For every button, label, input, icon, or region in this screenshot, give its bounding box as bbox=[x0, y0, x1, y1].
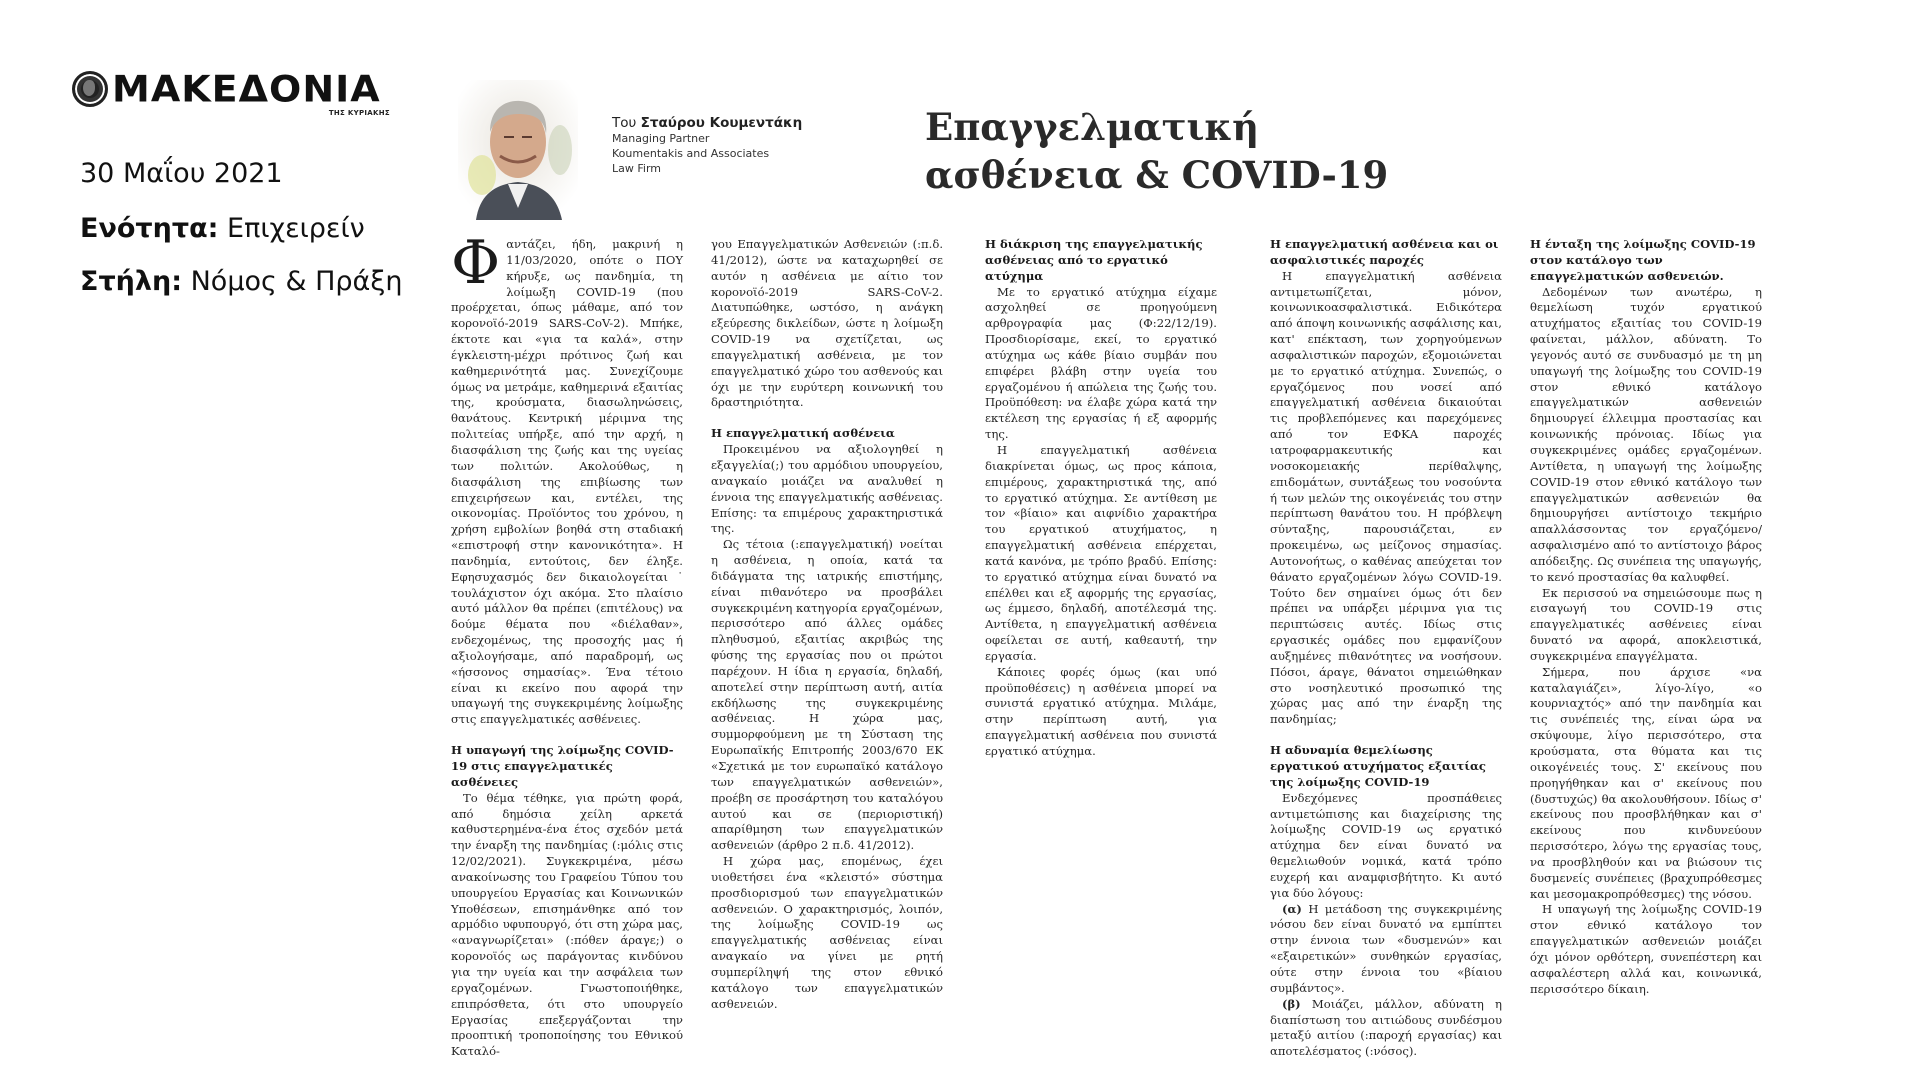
paragraph: Ενδεχόμενες προσπάθειες αντιμετώπισης και διαχείρισης της λοίμωξης COVID-19 ως εργατικό ατύχημα δεν είναι δυνατό να θεμελιωθούν νομικά, κατά τρόπο ευχερή και αναμφισβήτητο. Κι αυτό για δύο λόγους: bbox=[1270, 790, 1502, 900]
subheading: Η υπαγωγή της λοίμωξης COVID-19 στις επαγγελματικές ασθένειες bbox=[451, 743, 674, 789]
column-label: Στήλη: bbox=[80, 266, 183, 297]
paragraph: Σήμερα, που άρχισε «να καταλαγιάζει», λίγο-λίγο, «ο κουρνιαχτός» από την πανδημία και τις συνέπειές της, είναι ώρα να σκύψουμε, λίγο περισσότερο, στα κρούσματα, στα θύματα και τις οικογένειές τους. Σ' εκείνους που προηγήθηκαν και σ' εκείνους που (δυστυχώς) θα ακολουθήσουν. Ιδίως σ' εκείνους που προσβλήθηκαν και σ' εκείνους που κινδυνεύουν περισσότερο, λόγω της εργασίας τους, να προσβληθούν και να βιώσουν τις δυσμενείς συνέπειες (βραχυπρόθεσμες και μεσομακροπρόθεσμες) της νόσου. bbox=[1530, 664, 1762, 901]
article-column-4 bbox=[1270, 237, 1502, 1060]
article-column-3 bbox=[985, 237, 1217, 760]
paragraph: Κάποιες φορές όμως (και υπό προϋποθέσεις) η ασθένεια μπορεί να συνιστά εργατικό ατύχημα. Μιλάμε, στην περίπτωση αυτή, για επαγγελματική ασθένεια που συνιστά εργατικό ατύχημα. bbox=[985, 664, 1217, 758]
newspaper-logo-subtitle: ΤΗΣ ΚΥΡΙΑΚΗΣ bbox=[328, 109, 390, 117]
article-column-5 bbox=[1530, 237, 1762, 998]
publication-date: 30 Μαΐου 2021 bbox=[80, 158, 283, 189]
column-line bbox=[80, 266, 403, 297]
paragraph: αντάζει, ήδη, μακρινή η 11/03/2020, οπότε ο ΠΟΥ κήρυξε, ως πανδημία, τη λοίμωξη COVID-19 (που προέρχεται, όπως μάθαμε, από τον κορονοϊό-2019 SARS-CoV-2). Μπήκε, έκτοτε και «για τα καλά», στην έγκλειστη-μέχρι πρότινος ζωή και καθημερινότητά μας. Συνεχίζουμε όμως να μετράμε, καθημερινά εξαιτίας της, κρούσματα, διασωληνώσεις, θανάτους. Κεντρική μέριμνα της πολιτείας υπήρξε, από την αρχή, η διασφάλιση της ζωής και της υγείας των πολιτών. Ακολούθως, η διασφάλιση της επιβίωσης των επιχειρήσεων και, εντέλει, της οικονομίας. Προϊόντος του χρόνου, η χρήση εμβολίων βοηθά στη σταδιακή «επιστροφή στην κανονικότητα». Η πανδημία, εντούτοις, δεν έληξε. Εφησυχασμός δεν δικαιολογείται˙ τουλάχιστον όχι ακόμα. Στο πλαίσιο αυτό μάλλον θα πρέπει (επιτέλους) να δούμε θέματα που «διέλαθαν», ενδεχομένως, της προσοχής μας ή αξιολογήσαμε, από παραδρομή, ως «ήσσονος σημασίας». Ένα τέτοιο είναι κι εκείνο που αφορά την υπαγωγή της συγκεκριμένης λοίμωξης στις επαγγελματικές ασθένειες. bbox=[451, 237, 683, 727]
author-role-3: Law Firm bbox=[612, 162, 661, 175]
item-text-a: Η μετάδοση της συγκεκριμένης νόσου δεν είναι δυνατό να εμπίπτει στην έννοια των «δυσμενών» και «εξαιρετικών» συνθηκών εργασίας, ούτε στην έννοια του «βίαιου συμβάντος». bbox=[1270, 901, 1502, 995]
article-column-1 bbox=[451, 228, 683, 1060]
paragraph: Εκ περισσού να σημειώσουμε πως η εισαγωγή του COVID-19 στις επαγγελματικές ασθένειες είναι δυνατό να αφορά, αποκλειστικά, συγκεκριμένα επαγγέλματα. bbox=[1530, 585, 1762, 663]
section-value: Επιχειρείν bbox=[227, 213, 365, 244]
paragraph: Η χώρα μας, επομένως, έχει υιοθετήσει ένα «κλειστό» σύστημα προσδιορισμού των επαγγελματικών ασθενειών. Ο χαρακτηρισμός, λοιπόν, της λοίμωξης COVID-19 ως επαγγελματικής ασθένειας είναι αναγκαίο να γίνει με ρητή συμπερίληψή της στον εθνικό κατάλογο των επαγγελματικών ασθενειών. bbox=[711, 854, 943, 1011]
paragraph-item-b bbox=[1270, 997, 1502, 1060]
author-byline bbox=[612, 115, 802, 176]
paragraph: Η επαγγελματική ασθένεια αντιμετωπίζεται, μόνον, κοινωνικοασφαλιστικά. Ειδικότερα από άποψη κοινωνικής ασφάλισης και, κατ' επέκταση, των χορηγούμενων ασφαλιστικών παροχών, εξομοιώνεται με το εργατικό ατύχημα. Συνεπώς, ο εργαζόμενος που νοσεί από επαγγελματική ασθένεια δικαιούται τις προβλεπόμενες και παρεχόμενες από τον ΕΦΚΑ παροχές ιατροφαρμακευτικής και νοσοκομειακής περίθαλψης, επιδομάτων, συντάξεως του νοσούντα ή των μελών της οικογένειάς του στην περίπτωση θανάτου του. Η πρόβλεψη σύνταξης, παρουσιάζεται, εν προκειμένω, ως μείζονος σημασίας. Αυτονοήτως, ο καθένας απεύχεται τον θάνατο εργαζομένων λόγω COVID-19. Τούτο δεν σημαίνει όμως ότι δεν πρέπει να υπάρξει μέριμνα για τις περιπτώσεις αυτές. Ιδίως στις εργασικές ομάδες που εμφανίζουν αυξημένες πιθανότητες να νοσήσουν. Πόσοι, άραγε, θάνατοι σημειώθηκαν στο νοσηλευτικό προσωπικό της χώρας μας από την έναρξη της πανδημίας; bbox=[1270, 268, 1502, 727]
section-line bbox=[80, 213, 365, 244]
author-prefix: Του bbox=[612, 115, 637, 131]
headline-line-1: Επαγγελματική bbox=[925, 105, 1260, 149]
item-text-b: Μοιάζει, μάλλον, αδύνατη η διαπίστωση του αιτιώδους συνδέσμου μεταξύ αιτίου (:παροχή εργασίας) και αποτελέσματος (:νόσος). bbox=[1270, 996, 1503, 1059]
column-value: Νόμος & Πράξη bbox=[190, 266, 403, 297]
coin-seal-icon bbox=[72, 71, 108, 107]
subheading: Η επαγγελματική ασθένεια και οι ασφαλιστικές παροχές bbox=[1270, 237, 1499, 267]
paragraph-item-a bbox=[1270, 902, 1502, 997]
subheading: Η επαγγελματική ασθένεια bbox=[711, 426, 895, 441]
author-role-1: Managing Partner bbox=[612, 132, 710, 145]
newspaper-masthead bbox=[72, 70, 412, 117]
author-role-2: Koumentakis and Associates bbox=[612, 147, 770, 160]
article-headline bbox=[925, 103, 1388, 199]
item-marker-a: (α) bbox=[1282, 901, 1302, 916]
article-column-2 bbox=[711, 237, 943, 1013]
item-marker-b: (β) bbox=[1282, 996, 1301, 1011]
newspaper-logo-text: ΜΑΚΕΔΟΝΙΑ bbox=[112, 68, 381, 110]
author-photo bbox=[458, 80, 578, 220]
subheading: Η αδυναμία θεμελίωσης εργατικού ατυχήματος εξαιτίας της λοίμωξης COVID-19 bbox=[1270, 743, 1486, 789]
subheading: Η ένταξη της λοίμωξης COVID-19 στον κατάλογο των επαγγελματικών ασθενειών. bbox=[1530, 237, 1756, 283]
paragraph: Δεδομένων των ανωτέρω, η θεμελίωση τυχόν εργατικού ατυχήματος εξαιτίας του COVID-19 φαίνεται, μάλλον, αδύνατη. Το γεγονός αυτό σε συνδυασμό με τη μη υπαγωγή της λοίμωξης του COVID-19 στον εθνικό κατάλογο επαγγελματικών ασθενειών δημιουργεί έλλειμμα προστασίας και κοινωνικής πρόνοιας. Ιδίως για συγκεκριμένες ομάδες εργαζομένων. Αντίθετα, η υπαγωγή της λοίμωξης COVID-19 στον εθνικό κατάλογο των επαγγελματικών ασθενειών θα δημιουργήσει αντίστοιχο τεκμήριο απαλλάσσοντας τον εργαζόμενο/ασφαλισμένο από το αντίστοιχο βάρος απόδειξης. Ως συνέπεια της υπαγωγής, το κενό προστασίας θα καλυφθεί. bbox=[1530, 284, 1762, 584]
author-name-line bbox=[612, 115, 802, 131]
headline-line-2: ασθένεια & COVID-19 bbox=[925, 153, 1389, 197]
section-label: Ενότητα: bbox=[80, 213, 219, 244]
paragraph: Η επαγγελματική ασθένεια διακρίνεται όμως, ως προς κάποια, επιμέρους, χαρακτηριστικά της, από το εργατικό ατύχημα. Σε αντίθεση με τον «βίαιο» και αιφνίδιο χαρακτήρα του εργατικού ατυχήματος, η επαγγελματική ασθένεια επέρχεται, κατά κανόνα, με τρόπο βραδύ. Επίσης: το εργατικό ατύχημα είναι δυνατό να επέλθει και εξ αφορμής της εργασίας, ως έμμεσο, δηλαδή, αποτέλεσμά της. Αντίθετα, η επαγγελματική ασθένεια οφείλεται σε αυτή, καθεαυτή, την εργασία. bbox=[985, 442, 1217, 663]
drop-cap: Φ bbox=[451, 228, 501, 298]
author-name: Σταύρου Κουμεντάκη bbox=[640, 115, 803, 131]
paragraph: Προκειμένου να αξιολογηθεί η εξαγγελία(;) του αρμόδιου υπουργείου, αναγκαίο μοιάζει να αναλυθεί η έννοια της επαγγελματικής ασθένειας. Επίσης: τα επιμέρους χαρακτηριστικά της. bbox=[711, 442, 943, 536]
subheading: Η διάκριση της επαγγελματικής ασθένειας από το εργατικό ατύχημα bbox=[985, 237, 1203, 283]
paragraph: Η υπαγωγή της λοίμωξης COVID-19 στον εθνικό κατάλογο τον επαγγελματικών ασθενειών μοιάζει όχι μόνον ορθότερη, συνεπέστερη και ασφαλέστερη αλλά και, κοινωνικά, περισσότερο δίκαιη. bbox=[1530, 902, 1762, 996]
masthead-logo-row bbox=[72, 70, 412, 108]
paragraph: Με το εργατικό ατύχημα είχαμε ασχοληθεί σε προηγούμενη αρθρογραφία μας (Φ:22/12/19). Προσδιορίσαμε, εκεί, το εργατικό ατύχημα ως κάθε βίαιο συμβάν που επιφέρει βλάβη στην υγεία του εργαζομένου ή απώλεια της ζωής του. Προϋπόθεση: να έλαβε χώρα κατά την εκτέλεση της εργασίας ή εξ αφορμής της. bbox=[985, 284, 1217, 442]
paragraph: γου Επαγγελματικών Ασθενειών (:π.δ. 41/2012), ώστε να καταχωρηθεί σε αυτόν η ασθένεια με αίτιο τον κορονοϊό-2019 SARS-CoV-2. Διατυπώθηκε, ωστόσο, η ανάγκη εξεύρεσης δικλείδων, ώστε η λοίμωξη COVID-19 να σχετίζεται, ως επαγγελματική ασθένεια, με τον επαγγελματικό χώρο του ασθενούς και όχι με την ευρύτερη κοινωνική του δραστηριότητα. bbox=[711, 237, 943, 410]
paragraph: Το θέμα τέθηκε, για πρώτη φορά, από δημόσια χείλη αρκετά καθυστερημένα-ένα έτος σχεδόν μετά την έναρξη της πανδημίας (:μόλις στις 12/02/2021). Συγκεκριμένα, μέσω ανακοίνωσης του Γραφείου Τύπου του υπουργείου Εργασίας και Κοινωνικών Υποθέσεων, επισημάνθηκε από τον αρμόδιο υφυπουργό, ότι στη χώρα μας, «αναγνωρίζεται» (:πόθεν άραγε;) ο κορονοϊός ως παράγοντας κινδύνου για την υγεία και την ασφάλεια των εργαζομένων. Γνωστοποιήθηκε, επιπρόσθετα, ότι στο υπουργείο Εργασίας επεξεργάζονται την προοπτική τροποποίησης του Εθνικού Καταλό- bbox=[451, 790, 683, 1059]
paragraph: Ως τέτοια (:επαγγελματική) νοείται η ασθένεια, η οποία, κατά τα διδάγματα της ιατρικής επιστήμης, είναι πιθανότερο να προσβάλει συγκεκριμένη κατηγορία εργαζομένων, περισσότερο από άλλες ομάδες πληθυσμού, εξαιτίας ακριβώς της φύσης της εργασίας που οι πρώτοι παρέχουν. Η ίδια η εργασία, δηλαδή, αποτελεί στην περίπτωση αυτή, αιτία εκδήλωσης της συγκεκριμένης ασθένειας. Η χώρα μας, συμμορφούμενη με τη Σύσταση της Ευρωπαϊκής Επιτροπής 2003/670 ΕΚ «Σχετικά με τον ευρωπαϊκό κατάλογο των επαγγελματικών ασθενειών», προέβη σε προσάρτηση του καταλόγου αυτού και σε (περιοριστική) απαρίθμηση των επαγγελματικών ασθενειών (άρθρο 2 π.δ. 41/2012). bbox=[711, 537, 943, 853]
